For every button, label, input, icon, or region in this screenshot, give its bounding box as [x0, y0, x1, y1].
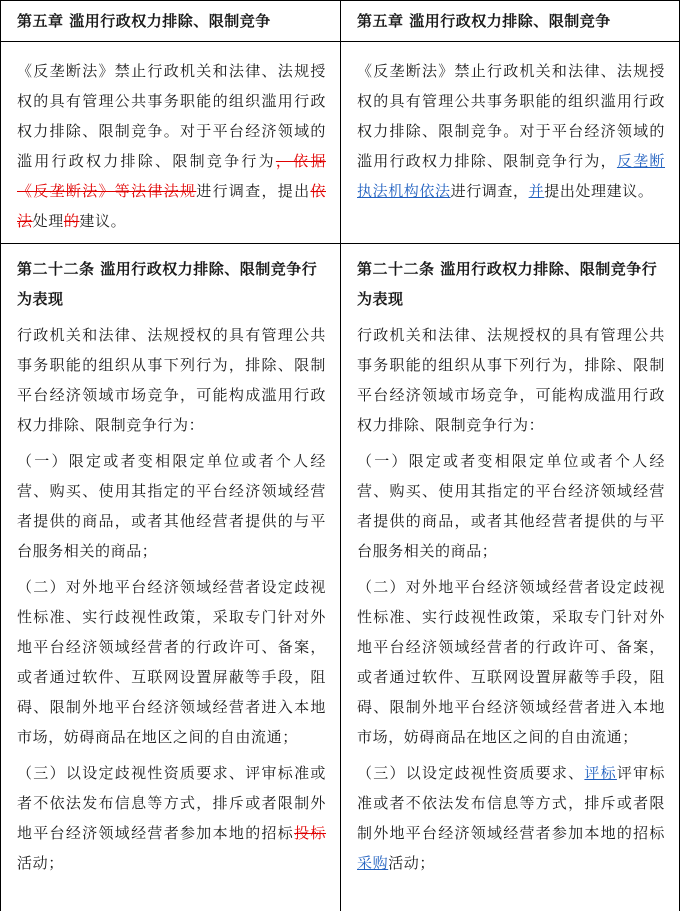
- inserted-text: 评标: [584, 764, 617, 782]
- article-item-2-left: （二）对外地平台经济领域经营者设定歧视性标准、实行歧视性政策，采取专门针对外地平台经济领域经营者的行政许可、备案，或者通过软件、互联网设置屏蔽等手段，阻碍、限制外地平台经济领域经营者进入本地市场，妨碍商品在地区之间的自由流通；: [17, 578, 326, 746]
- intro-text: 《反垄断法》禁止行政机关和法律、法规授权的具有管理公共事务职能的组织滥用行政权力排除、限制竞争。对于平台经济领域的滥用行政权力排除、限制竞争行为，: [357, 62, 665, 170]
- table-row: [1, 244, 680, 911]
- intro-text: 《反垄断法》禁止行政机关和法律、法规授权的具有管理公共事务职能的组织滥用行政权力排除、限制竞争。对于平台经济领域的滥用行政权力排除、限制竞争行为: [17, 62, 326, 170]
- deleted-text: 的: [63, 212, 80, 230]
- header-cell-left: [1, 1, 341, 42]
- article-cell-left: [1, 244, 341, 911]
- chapter-title-left: 第五章 滥用行政权力排除、限制竞争: [17, 12, 271, 30]
- intro-text-end: 提出处理建议。: [544, 182, 654, 200]
- item-text-end: 活动；: [17, 854, 64, 872]
- intro-cell-left: [1, 42, 341, 244]
- table-header-row: [1, 1, 680, 42]
- chapter-title-right: 第五章 滥用行政权力排除、限制竞争: [357, 12, 611, 30]
- article-item-1-right: （一）限定或者变相限定单位或者个人经营、购买、使用其指定的平台经济领域经营者提供的商品，或者其他经营者提供的与平台服务相关的商品；: [357, 452, 665, 560]
- article-title-right: 第二十二条 滥用行政权力排除、限制竞争行为表现: [357, 260, 658, 308]
- article-item-1-left: （一）限定或者变相限定单位或者个人经营、购买、使用其指定的平台经济领域经营者提供的商品，或者其他经营者提供的与平台服务相关的商品；: [17, 452, 326, 560]
- inserted-text: 并: [528, 182, 545, 200]
- item-text-cont: 评审标准或者不依法发布信息等方式，排斥或者限制外地平台经济领域经营者参加本地的招标: [357, 764, 666, 842]
- article-item-3-right: [357, 752, 665, 878]
- item-text: （三）以设定歧视性资质要求、评审标准或者不依法发布信息等方式，排斥或者限制外地平台经济领域经营者参加本地的招标: [17, 764, 326, 842]
- article-item-2-right: （二）对外地平台经济领域经营者设定歧视性标准、实行歧视性政策，采取专门针对外地平台经济领域经营者的行政许可、备案，或者通过软件、互联网设置屏蔽等手段，阻碍、限制外地平台经济领域经营者进入本地市场，妨碍商品在地区之间的自由流通；: [357, 578, 665, 746]
- deleted-text: 依法: [17, 182, 326, 230]
- deleted-text: 投标: [294, 824, 327, 842]
- inserted-text: 采购: [357, 854, 389, 872]
- article-cell-right: [341, 244, 680, 911]
- article-intro-right: 行政机关和法律、法规授权的具有管理公共事务职能的组织从事下列行为，排除、限制平台经济领域市场竞争，可能构成滥用行政权力排除、限制竞争行为：: [357, 326, 665, 434]
- intro-text-cont: 进行调查，提出: [196, 182, 311, 200]
- article-title-left: 第二十二条 滥用行政权力排除、限制竞争行为表现: [17, 260, 318, 308]
- intro-paragraph-right: [357, 56, 665, 206]
- intro-text-end: 建议。: [79, 212, 127, 230]
- article-item-3-left: [17, 752, 326, 878]
- article-intro-left: 行政机关和法律、法规授权的具有管理公共事务职能的组织从事下列行为，排除、限制平台经济领域市场竞争，可能构成滥用行政权力排除、限制竞争行为：: [17, 326, 326, 434]
- item-text-end: 活动；: [388, 854, 436, 872]
- header-cell-right: [341, 1, 680, 42]
- inserted-text: 反垄断执法机构依法: [357, 152, 665, 200]
- intro-text-cont: 进行调查，: [450, 182, 529, 200]
- intro-cell-right: [341, 42, 680, 244]
- intro-text-cont: 处理: [32, 212, 64, 230]
- intro-paragraph-left: [17, 56, 326, 236]
- deleted-text: ，依据《反垄断法》等法律法规: [17, 152, 326, 200]
- table-row: [1, 42, 680, 244]
- item-text: （三）以设定歧视性资质要求、: [357, 764, 585, 782]
